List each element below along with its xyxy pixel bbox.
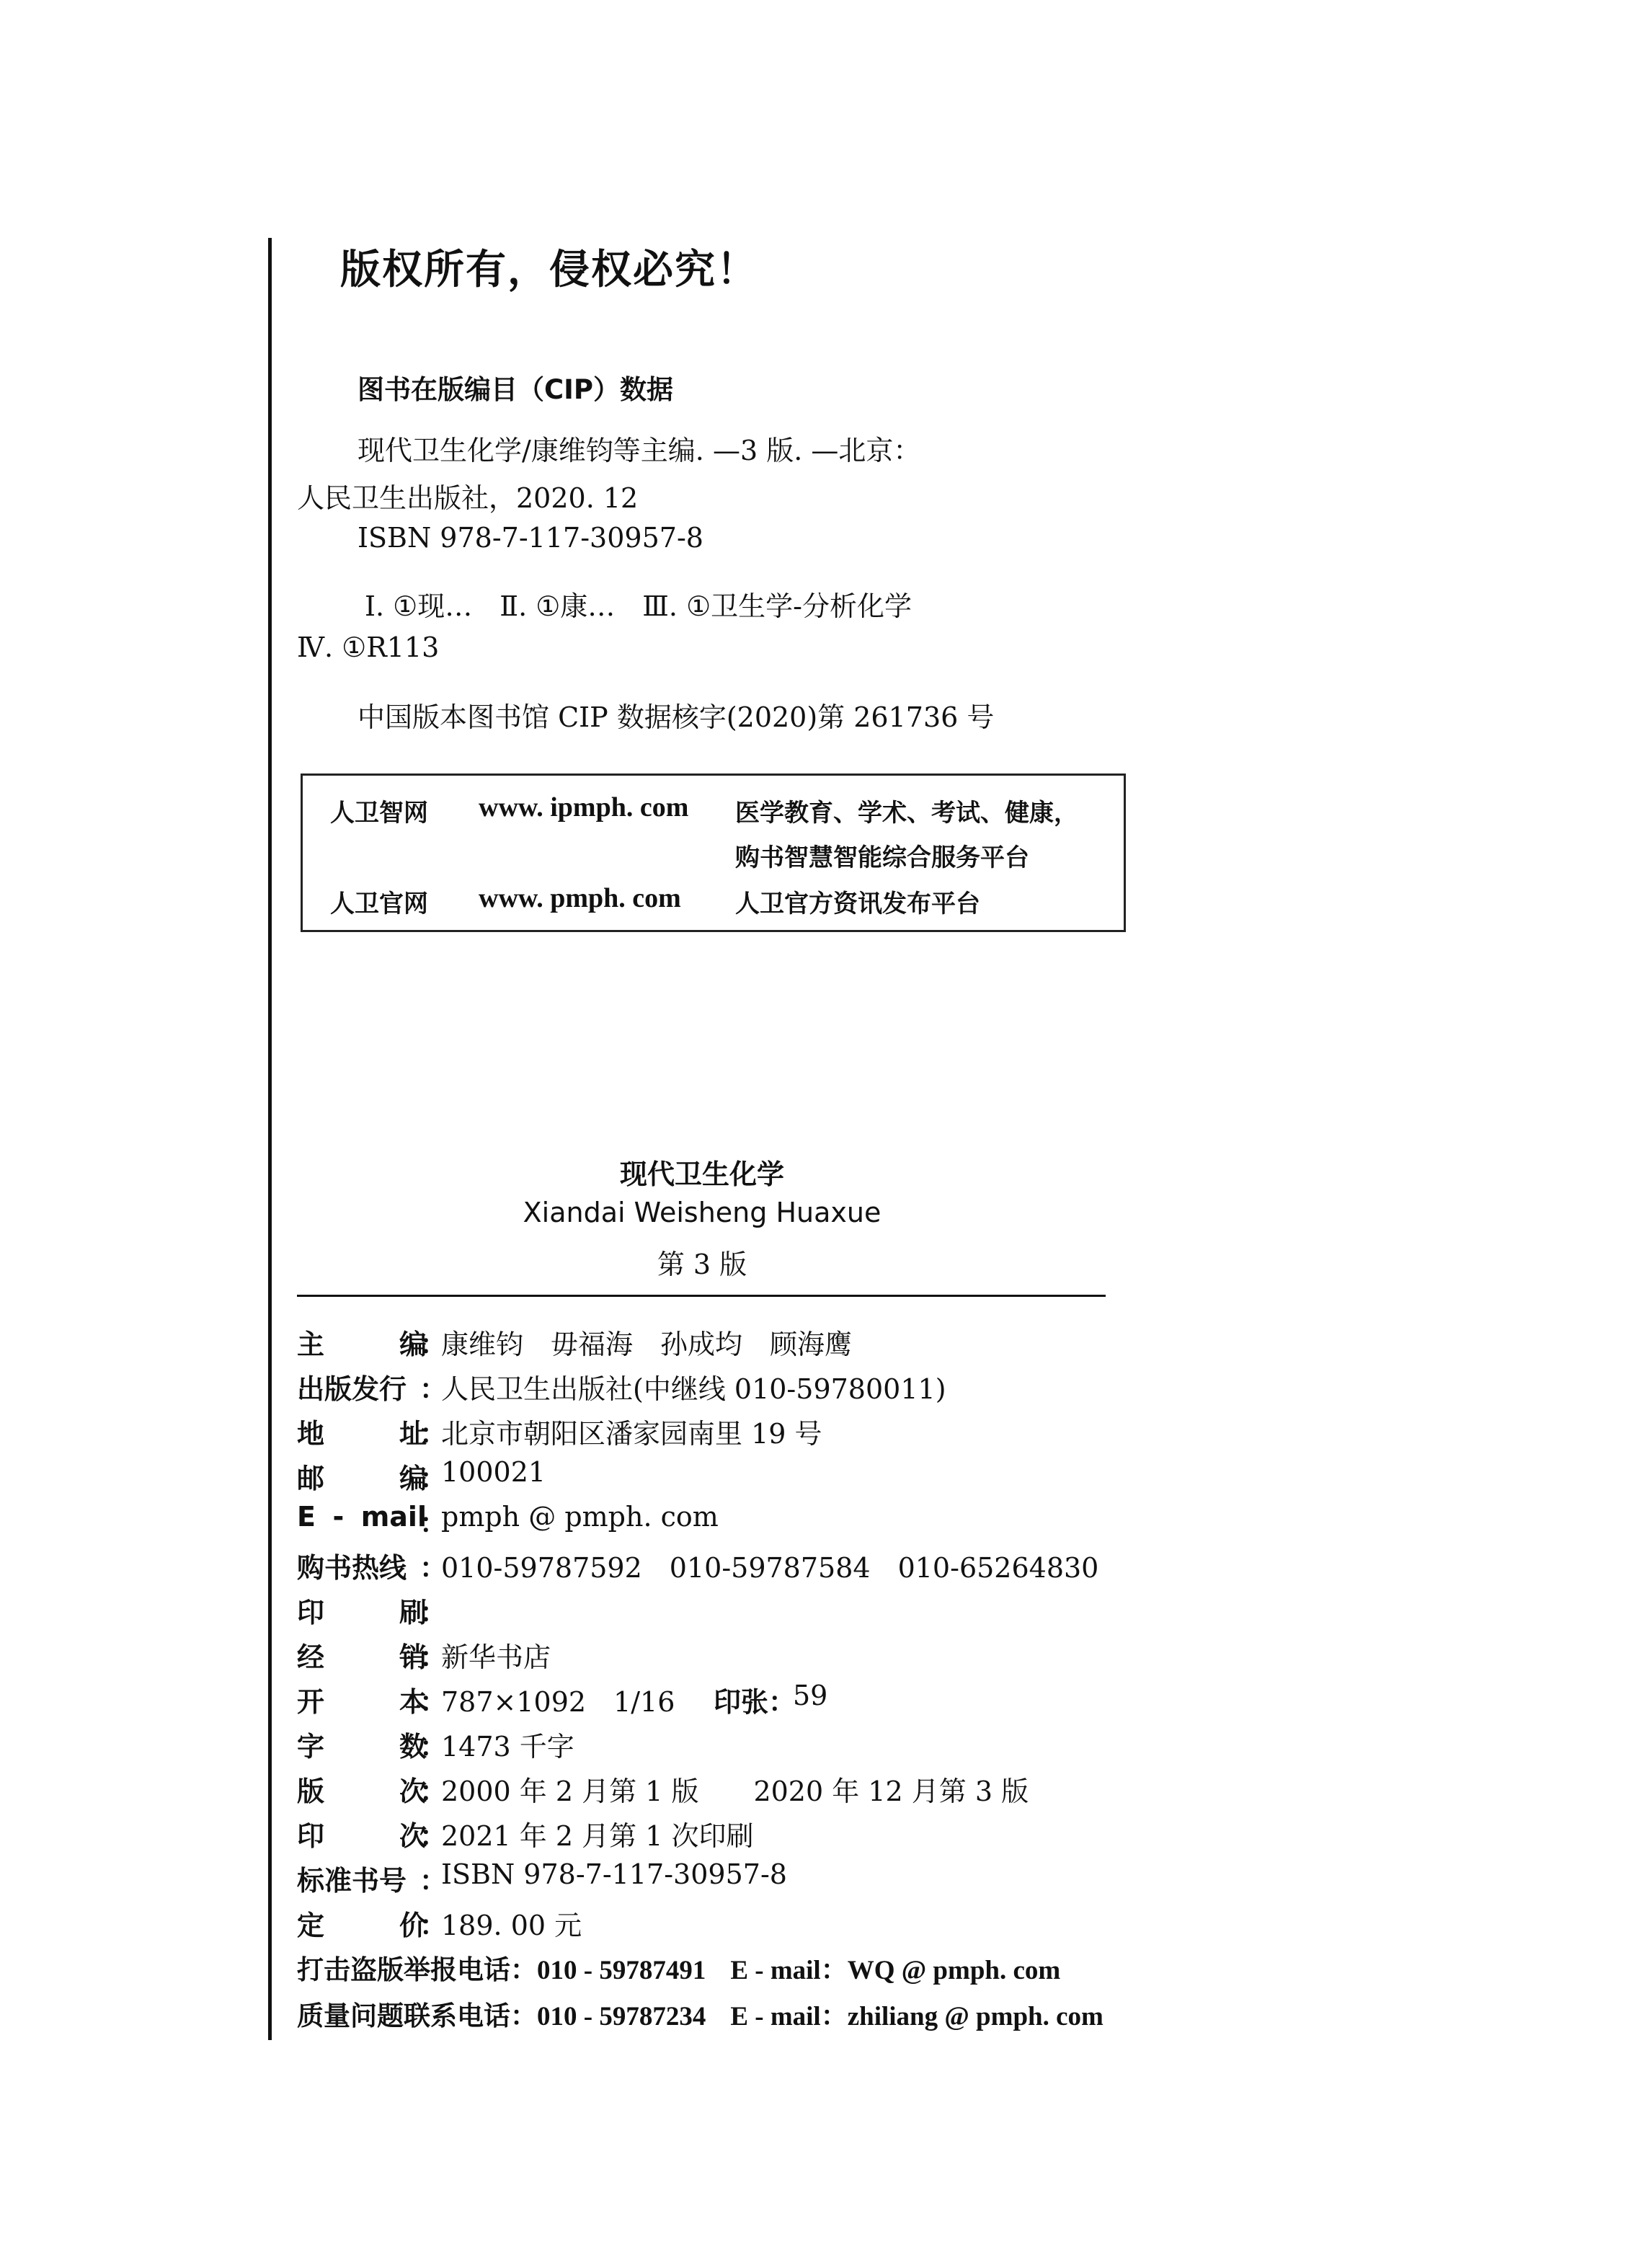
value-hotline: 010-59787592 010-59787584 010-65264830: [441, 1552, 1099, 1584]
value-sheets: 59: [793, 1680, 828, 1711]
divider: [297, 1295, 1106, 1297]
website-name-1: 人卫智网: [330, 799, 428, 828]
website-desc-1a: 医学教育、学术、考试、健康，: [735, 799, 1078, 828]
website-desc-1b: 购书智慧智能综合服务平台: [735, 843, 1029, 872]
value-distributor: 新华书店: [441, 1641, 551, 1673]
colon: ：: [419, 1597, 448, 1628]
website-url-2[interactable]: www. pmph. com: [479, 883, 681, 913]
book-pinyin: Xiandai Weisheng Huaxue: [523, 1197, 881, 1228]
book-title: 现代卫生化学: [619, 1158, 784, 1190]
label-editors: 主 编: [297, 1329, 427, 1360]
label-price: 定 价: [297, 1910, 427, 1941]
website-name-2: 人卫官网: [330, 890, 428, 918]
margin-rule: [268, 238, 272, 2040]
cip-heading: 图书在版编目（CIP）数据: [358, 374, 674, 405]
value-impression: 2021 年 2 月第 1 次印刷: [441, 1820, 754, 1852]
piracy-phone: 010 - 59787491: [537, 1956, 706, 1985]
colon: ：: [419, 1418, 448, 1450]
quality-label: 质量问题联系电话：: [297, 2000, 537, 2031]
value-postcode: 100021: [441, 1456, 546, 1488]
label-printer: 印 刷: [297, 1597, 427, 1628]
value-price: 189. 00 元: [441, 1910, 582, 1941]
cip-classification-2: Ⅳ. ①R113: [297, 631, 440, 663]
label-sheets: 印张：: [714, 1686, 796, 1718]
label-address: 地 址: [297, 1418, 427, 1450]
piracy-email-label: E - mail：: [730, 1956, 848, 1985]
colon: ：: [419, 1776, 448, 1807]
quality-email-label: E - mail：: [730, 2002, 848, 2031]
colon: ：: [419, 1463, 448, 1494]
value-address: 北京市朝阳区潘家园南里 19 号: [441, 1418, 822, 1450]
label-email: E - mail: [297, 1501, 427, 1533]
cip-line-1: 现代卫生化学/康维钧等主编. —3 版. —北京：: [358, 435, 921, 466]
value-isbn: ISBN 978-7-117-30957-8: [441, 1858, 787, 1890]
book-edition: 第 3 版: [657, 1249, 747, 1280]
cip-verification: 中国版本图书馆 CIP 数据核字(2020)第 261736 号: [358, 701, 995, 733]
label-hotline: 购书热线: [297, 1552, 407, 1584]
colon: ：: [419, 1820, 448, 1852]
colon: ：: [419, 1731, 448, 1763]
colon: ：: [419, 1641, 448, 1673]
piracy-email[interactable]: WQ @ pmph. com: [847, 1956, 1061, 1985]
label-edition-history: 版 次: [297, 1776, 427, 1807]
colon: ：: [419, 1686, 448, 1718]
label-impression: 印 次: [297, 1820, 427, 1852]
quality-contact-line: [297, 1994, 1103, 2033]
label-isbn: 标准书号: [297, 1865, 407, 1897]
colon: ：: [419, 1552, 448, 1584]
cip-isbn: ISBN 978-7-117-30957-8: [358, 522, 703, 554]
website-url-1[interactable]: www. ipmph. com: [479, 792, 689, 823]
value-wordcount: 1473 千字: [441, 1731, 574, 1763]
value-publisher: 人民卫生出版社(中继线 010-59780011): [441, 1373, 946, 1405]
cip-line-2: 人民卫生出版社，2020. 12: [297, 482, 639, 514]
quality-phone: 010 - 59787234: [537, 2002, 706, 2031]
label-publisher: 出版发行: [297, 1373, 407, 1405]
cip-classification-1: Ⅰ. ①现… Ⅱ. ①康… Ⅲ. ①卫生学-分析化学: [365, 590, 912, 622]
label-wordcount: 字 数: [297, 1731, 427, 1763]
colon: ：: [419, 1329, 448, 1360]
website-desc-2: 人卫官方资讯发布平台: [735, 890, 980, 918]
label-distributor: 经 销: [297, 1641, 427, 1673]
piracy-report-line: [297, 1948, 1060, 1987]
label-postcode: 邮 编: [297, 1463, 427, 1494]
value-edition-history: 2000 年 2 月第 1 版 2020 年 12 月第 3 版: [441, 1776, 1029, 1807]
value-email[interactable]: pmph @ pmph. com: [441, 1501, 719, 1533]
label-format: 开 本: [297, 1686, 427, 1718]
colon: ：: [419, 1865, 448, 1897]
colon: ：: [419, 1507, 448, 1539]
colon: ：: [419, 1373, 448, 1405]
quality-email[interactable]: zhiliang @ pmph. com: [847, 2002, 1103, 2031]
piracy-label: 打击盗版举报电话：: [297, 1954, 537, 1985]
colon: ：: [419, 1910, 448, 1941]
value-editors: 康维钧 毋福海 孙成均 顾海鹰: [441, 1329, 853, 1360]
value-format: 787×1092 1/16: [441, 1686, 675, 1718]
copyright-notice: 版权所有，侵权必究！: [340, 247, 758, 293]
